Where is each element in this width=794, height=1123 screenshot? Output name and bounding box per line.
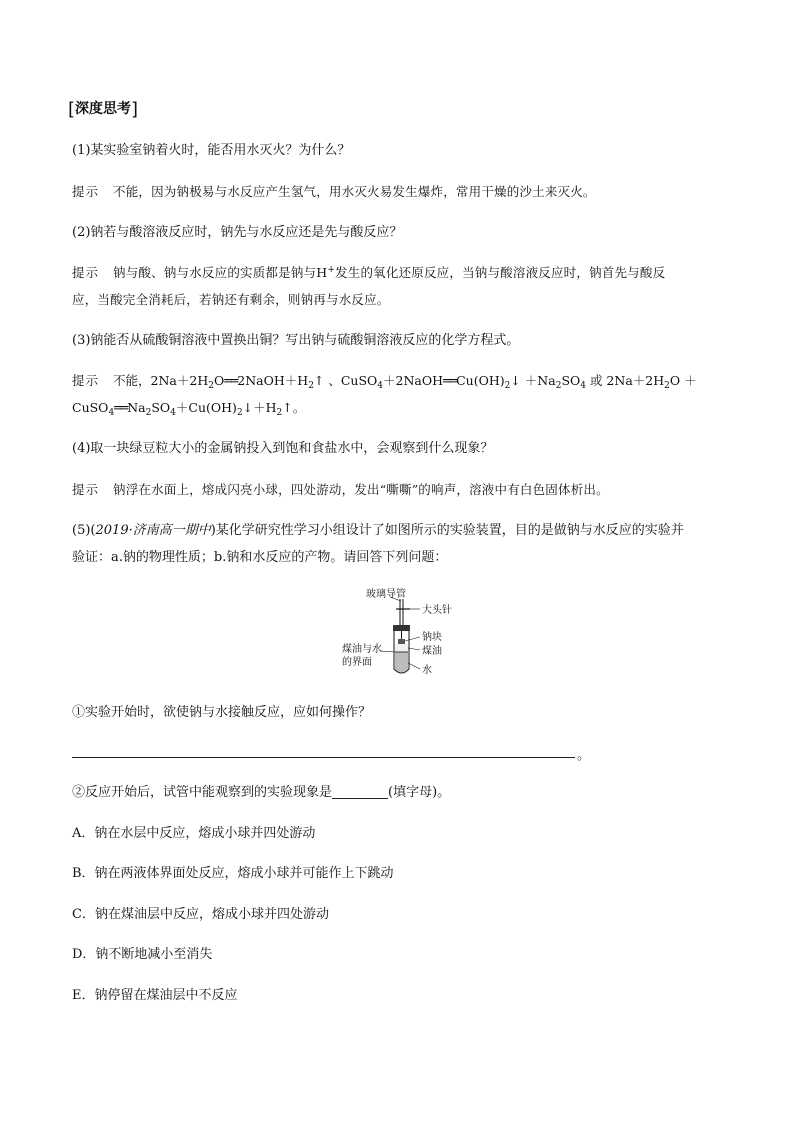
hint-1: 提示 不能，因为钠极易与水反应产生氢气，用水灭火易发生爆炸，常用干燥的沙土来灭火。 <box>72 184 596 199</box>
option-a: A．钠在水层中反应，熔成小球并四处游动 <box>72 826 316 841</box>
label-water: 水 <box>422 665 432 676</box>
question-5-line2: 验证：a.钠的物理性质；b.钠和水反应的产物。请回答下列问题： <box>72 550 448 565</box>
label-interface-2: 的界面 <box>342 657 372 668</box>
option-d: D．钠不断地减小至消失 <box>72 947 213 962</box>
answer-period: 。 <box>577 748 591 763</box>
hint-3-line1: 提示 不能，$2Na+2H_2O══2NaOH+H_2↑$ 、$CuSO_4+2NaOH══Cu(OH)_2↓ +Na_2SO_4$ 或 $2Na+2H_2O$ ＋ <box>72 373 697 391</box>
question-source: 2019·济南高一期中 <box>95 523 211 538</box>
label-pin: 大头针 <box>422 605 452 616</box>
apparatus-figure <box>330 585 470 685</box>
sodium-block <box>398 639 405 644</box>
label-kerosene: 煤油 <box>422 646 442 657</box>
answer-blank-1[interactable] <box>72 757 575 758</box>
question-5-line1: (5)(2019·济南高一期中)某化学研究性学习小组设计了如图所示的实验装置，目的是做钠与水反应的实验并 <box>72 523 684 538</box>
option-c: C．钠在煤油层中反应，熔成小球并四处游动 <box>72 907 329 922</box>
kerosene-layer <box>395 644 408 652</box>
section-title-text: 深度思考 <box>75 101 132 117</box>
hint-4: 提示 钠浮在水面上，熔成闪亮小球，四处游动，发出“嘶嘶”的响声，溶液中有白色固体析出。 <box>72 482 609 497</box>
answer-blank-2[interactable] <box>332 784 388 799</box>
sub-question-1: ①实验开始时，欲使钠与水接触反应，应如何操作？ <box>72 705 372 720</box>
sub-question-2: ②反应开始后，试管中能观察到的实验现象是 (填字母)。 <box>72 785 451 800</box>
label-interface-1: 煤油与水 <box>342 644 382 655</box>
section-title: [深度思考] <box>68 99 139 120</box>
question-4: (4)取一块绿豆粒大小的金属钠投入到饱和食盐水中，会观察到什么现象？ <box>72 441 494 456</box>
hint-3-line2: $CuSO_4══Na_2SO_4+Cu(OH)_2↓+H_2↑$。 <box>72 400 306 418</box>
option-e: E．钠停留在煤油层中不反应 <box>72 988 238 1003</box>
label-sodium: 钠块 <box>422 632 442 643</box>
question-2: (2)钠若与酸溶液反应时，钠先与水反应还是先与酸反应？ <box>72 225 403 240</box>
label-glass-tube: 玻璃导管 <box>366 589 406 600</box>
question-3: (3)钠能否从硫酸铜溶液中置换出铜？写出钠与硫酸铜溶液反应的化学方程式。 <box>72 333 520 348</box>
stopper <box>393 625 410 631</box>
option-b: B．钠在两液体界面处反应，熔成小球并可能作上下跳动 <box>72 866 394 881</box>
hint-2-line2: 应，当酸完全消耗后，若钠还有剩余，则钠再与水反应。 <box>72 292 390 307</box>
question-1: (1)某实验室钠着火时，能否用水灭火？为什么？ <box>72 143 351 158</box>
hint-2-line1: 提示 钠与酸、钠与水反应的实质都是钠与H+发生的氧化还原反应，当钠与酸溶液反应时，钠首先与酸反 <box>72 265 666 280</box>
water-layer <box>395 652 408 673</box>
